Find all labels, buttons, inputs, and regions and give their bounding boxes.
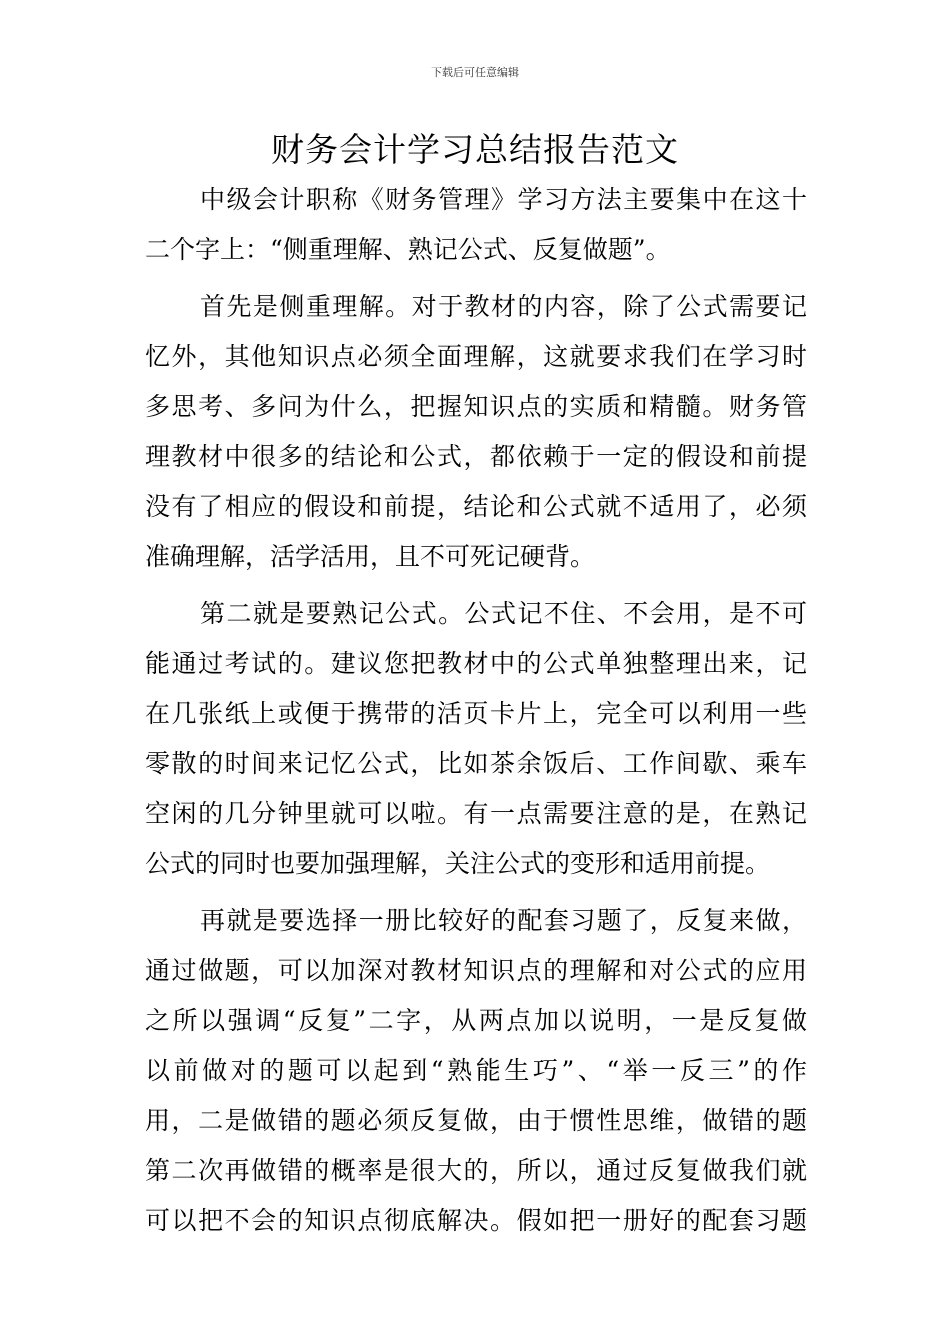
document-title: 财务会计学习总结报告范文 bbox=[271, 130, 679, 169]
paragraph-formulas bbox=[145, 589, 807, 889]
paragraph-line: 二个字上：“侧重理解、熟记公式、反复做题”。 bbox=[145, 235, 671, 264]
paragraph-line: 首先是侧重理解。对于教材的内容，除了公式需要记 bbox=[200, 292, 807, 321]
paragraph-line: 第二次再做错的概率是很大的，所以，通过反复做我们就 bbox=[145, 1156, 807, 1185]
paragraph-line: 忆外，其他知识点必须全面理解，这就要求我们在学习时 bbox=[145, 342, 807, 371]
document-body bbox=[145, 175, 807, 1246]
paragraph-line: 可以把不会的知识点彻底解决。假如把一册好的配套习题 bbox=[145, 1206, 807, 1235]
paragraph-line: 准确理解，活学活用，且不可死记硬背。 bbox=[145, 542, 596, 571]
paragraph-line: 中级会计职称《财务管理》学习方法主要集中在这十 bbox=[200, 185, 807, 214]
paragraph-line: 再就是要选择一册比较好的配套习题了，反复来做， bbox=[200, 906, 807, 935]
paragraph-line: 公式的同时也要加强理解，关注公式的变形和适用前提。 bbox=[145, 849, 771, 878]
paragraph-line: 以前做对的题可以起到“熟能生巧”、“举一反三”的作 bbox=[145, 1056, 807, 1085]
paragraph-line: 之所以强调“反复”二字，从两点加以说明，一是反复做 bbox=[145, 1006, 807, 1035]
paragraph-line: 第二就是要熟记公式。公式记不住、不会用，是不可 bbox=[200, 599, 807, 628]
paragraph-line: 能通过考试的。建议您把教材中的公式单独整理出来，记 bbox=[145, 649, 807, 678]
paragraph-line: 在几张纸上或便于携带的活页卡片上，完全可以利用一些 bbox=[145, 699, 807, 728]
paragraph-line: 多思考、多问为什么，把握知识点的实质和精髓。财务管 bbox=[145, 392, 807, 421]
paragraph-practice bbox=[145, 896, 807, 1246]
paragraph-understanding bbox=[145, 282, 807, 582]
paragraph-line: 通过做题，可以加深对教材知识点的理解和对公式的应用 bbox=[145, 956, 807, 985]
paragraph-line: 理教材中很多的结论和公式，都依赖于一定的假设和前提 bbox=[145, 442, 807, 471]
paragraph-line: 零散的时间来记忆公式，比如茶余饭后、工作间歇、乘车 bbox=[145, 749, 807, 778]
paragraph-line: 空闲的几分钟里就可以啦。有一点需要注意的是，在熟记 bbox=[145, 799, 807, 828]
paragraph-intro bbox=[145, 175, 807, 275]
paragraph-line: 用，二是做错的题必须反复做，由于惯性思维，做错的题 bbox=[145, 1106, 807, 1135]
paragraph-line: 没有了相应的假设和前提，结论和公式就不适用了，必须 bbox=[145, 492, 807, 521]
header-note: 下载后可任意编辑 bbox=[431, 66, 519, 79]
